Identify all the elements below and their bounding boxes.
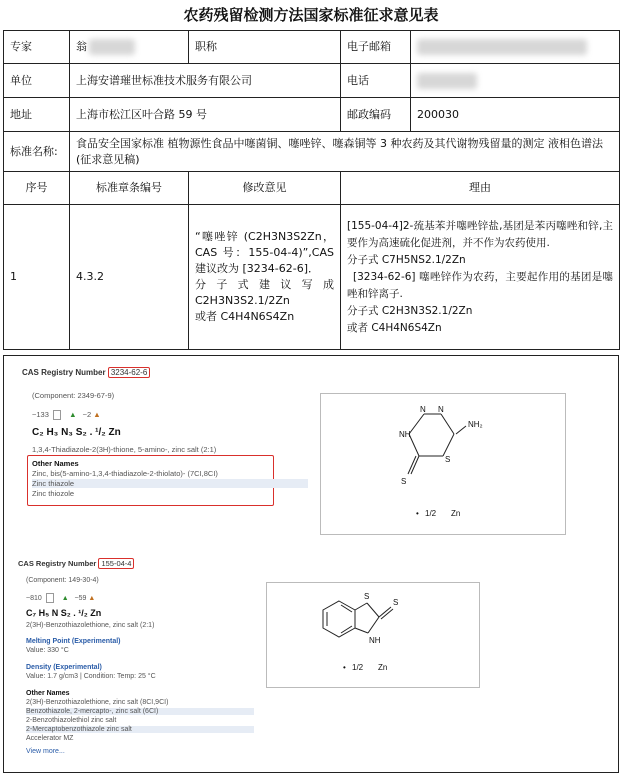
reaction-count[interactable]: ~2 [82,410,92,419]
molecular-formula-2: C₇ H₅ N S₂ . ¹/₂ Zn [26,608,102,618]
page-title: 农药残留检测方法国家标准征求意见表 [183,6,439,24]
postcode-value: 200030 [411,98,620,132]
reason-line: 分子式 C2H3N3S2.1/2Zn [347,304,473,317]
cas-screenshot-panel [3,355,619,773]
unit-label: 单位 [4,64,70,98]
structure-atom-label: NH [369,636,381,645]
cas-number-2[interactable]: 155-04-4 [98,558,134,569]
opinion-line: 分子式建议写成 C2H3N3S2.1/2Zn [195,278,334,307]
other-name: Zinc thiozole [32,489,75,498]
other-names-label-1: Other Names [32,459,79,468]
density-value: Value: 1.7 g/cm3 | Condition: Temp: 25 °C [26,673,156,680]
opinion-line: 或者 C4H4N6S4Zn [195,310,295,323]
salt-metal: Zn [451,509,461,518]
other-name: Zinc, bis(5-amino-1,3,4-thiadiazole-2-thiolato)- (7CI,8CI) [32,469,218,478]
structure-atom-label: S [401,477,407,486]
salt-ratio: 1/2 [352,663,364,672]
opinion-form-table [3,30,620,350]
zinc-thiazole-structure [321,394,565,534]
other-name: 2-Benzothiazolethiol zinc salt [26,717,117,724]
redacted-email [417,39,587,55]
structure-atom-label: N [438,405,444,414]
structure-atom-label: NH₂ [468,420,483,429]
structure-atom-label: NH [399,430,411,439]
density-label[interactable]: Density (Experimental) [26,664,102,671]
expert-label: 专家 [4,31,70,64]
reason-line: 分子式 C7H5NS2.1/2Zn [347,253,466,266]
chemical-name-1: 1,3,4-Thiadiazole-2(3H)-thione, 5-amino-, zinc salt (2:1) [32,445,217,454]
structure-atom-label: N [420,405,426,414]
salt-dot: • [416,509,419,518]
document-icon [53,410,61,420]
other-name: Benzothiazole, 2-mercapto-, zinc salt (6CI) [26,708,254,715]
redacted-phone [417,73,477,89]
structure-image-1 [320,393,566,535]
standard-value: 食品安全国家标准 植物源性食品中噻菌铜、噻唑锌、噻森铜等 3 种农药及其代谢物残留量的测定 液相色谱法(征求意见稿) [70,132,620,172]
expert-name: 翁 [76,40,87,53]
email-value [411,31,620,64]
structure-atom-label: S [393,598,399,607]
opinion-line: “噻唑锌 (C2H3N3S2Zn， CAS 号：155-04-4)”,CAS 建议改为 [3234-62-6]． [195,230,334,275]
row-reason [341,205,620,350]
postcode-label: 邮政编码 [341,98,411,132]
other-name: 2(3H)-Benzothiazolethione, zinc salt (8CI,9CI) [26,699,169,706]
reason-line: [155-04-4]2-巯基苯并噻唑锌盐,基团是苯丙噻唑和锌,主要作为高速硫化促进剂，并不作为农药使用. [347,219,613,249]
structure-image-2 [266,582,480,688]
header-clause: 标准章条编号 [70,172,189,205]
reference-count[interactable]: ~133 [32,410,49,419]
refs-row-1 [32,410,101,420]
reaction-icon: ▲ [88,594,96,602]
unit-value: 上海安谱璀世标准技术服务有限公司 [70,64,341,98]
refs-row-2 [26,593,95,603]
flask-icon: ▲ [61,594,69,602]
standard-label: 标准名称: [4,132,70,172]
row-opinion [189,205,341,350]
structure-atom-label: S [445,455,451,464]
row-no: 1 [4,205,70,350]
address-value: 上海市松江区叶合路 59 号 [70,98,341,132]
salt-ratio: 1/2 [425,509,437,518]
structure-atom-label: S [364,592,370,601]
cas-label: CAS Registry Number [18,559,97,568]
chemical-name-2: 2(3H)-Benzothiazolethione, zinc salt (2:1) [26,622,155,629]
cas-number-1[interactable]: 3234-62-6 [108,367,150,378]
salt-metal: Zn [378,663,388,672]
address-label: 地址 [4,98,70,132]
view-more-link[interactable]: View more... [26,748,65,755]
flask-icon: ▲ [69,410,77,419]
cas-registry-label-1 [22,367,150,378]
other-name: 2-Mercaptobenzothiazole zinc salt [26,726,254,733]
melting-point-value: Value: 330 °C [26,647,69,654]
other-name: Zinc thiazole [32,479,308,488]
redacted-name [89,39,135,55]
position-label: 职称 [189,31,341,64]
reference-count[interactable]: ~810 [26,594,42,602]
cas-registry-label-2 [18,558,134,569]
reaction-icon: ▲ [93,410,101,419]
header-opinion: 修改意见 [189,172,341,205]
header-no: 序号 [4,172,70,205]
component-2: (Component: 149-30-4) [26,577,99,584]
phone-label: 电话 [341,64,411,98]
molecular-formula-1: C₂ H₃ N₃ S₂ . ¹/₂ Zn [32,427,121,438]
zinc-mercaptobenzothiazole-structure [267,583,479,687]
email-label: 电子邮箱 [341,31,411,64]
component-1: (Component: 2349-67-9) [32,391,115,400]
reason-line: [3234-62-6] 噻唑锌作为农药，主要起作用的基团是噻唑和锌离子. [347,270,613,300]
melting-point-label[interactable]: Melting Point (Experimental) [26,638,121,645]
reaction-count[interactable]: ~59 [74,594,87,602]
expert-value [70,31,189,64]
other-name: Accelerator MZ [26,735,74,742]
document-icon [46,593,54,603]
reason-line: 或者 C4H4N6S4Zn [347,321,442,334]
other-names-label-2: Other Names [26,690,70,697]
header-reason: 理由 [341,172,620,205]
phone-value [411,64,620,98]
salt-dot: • [343,663,346,672]
cas-label: CAS Registry Number [22,368,106,377]
row-clause: 4.3.2 [70,205,189,350]
